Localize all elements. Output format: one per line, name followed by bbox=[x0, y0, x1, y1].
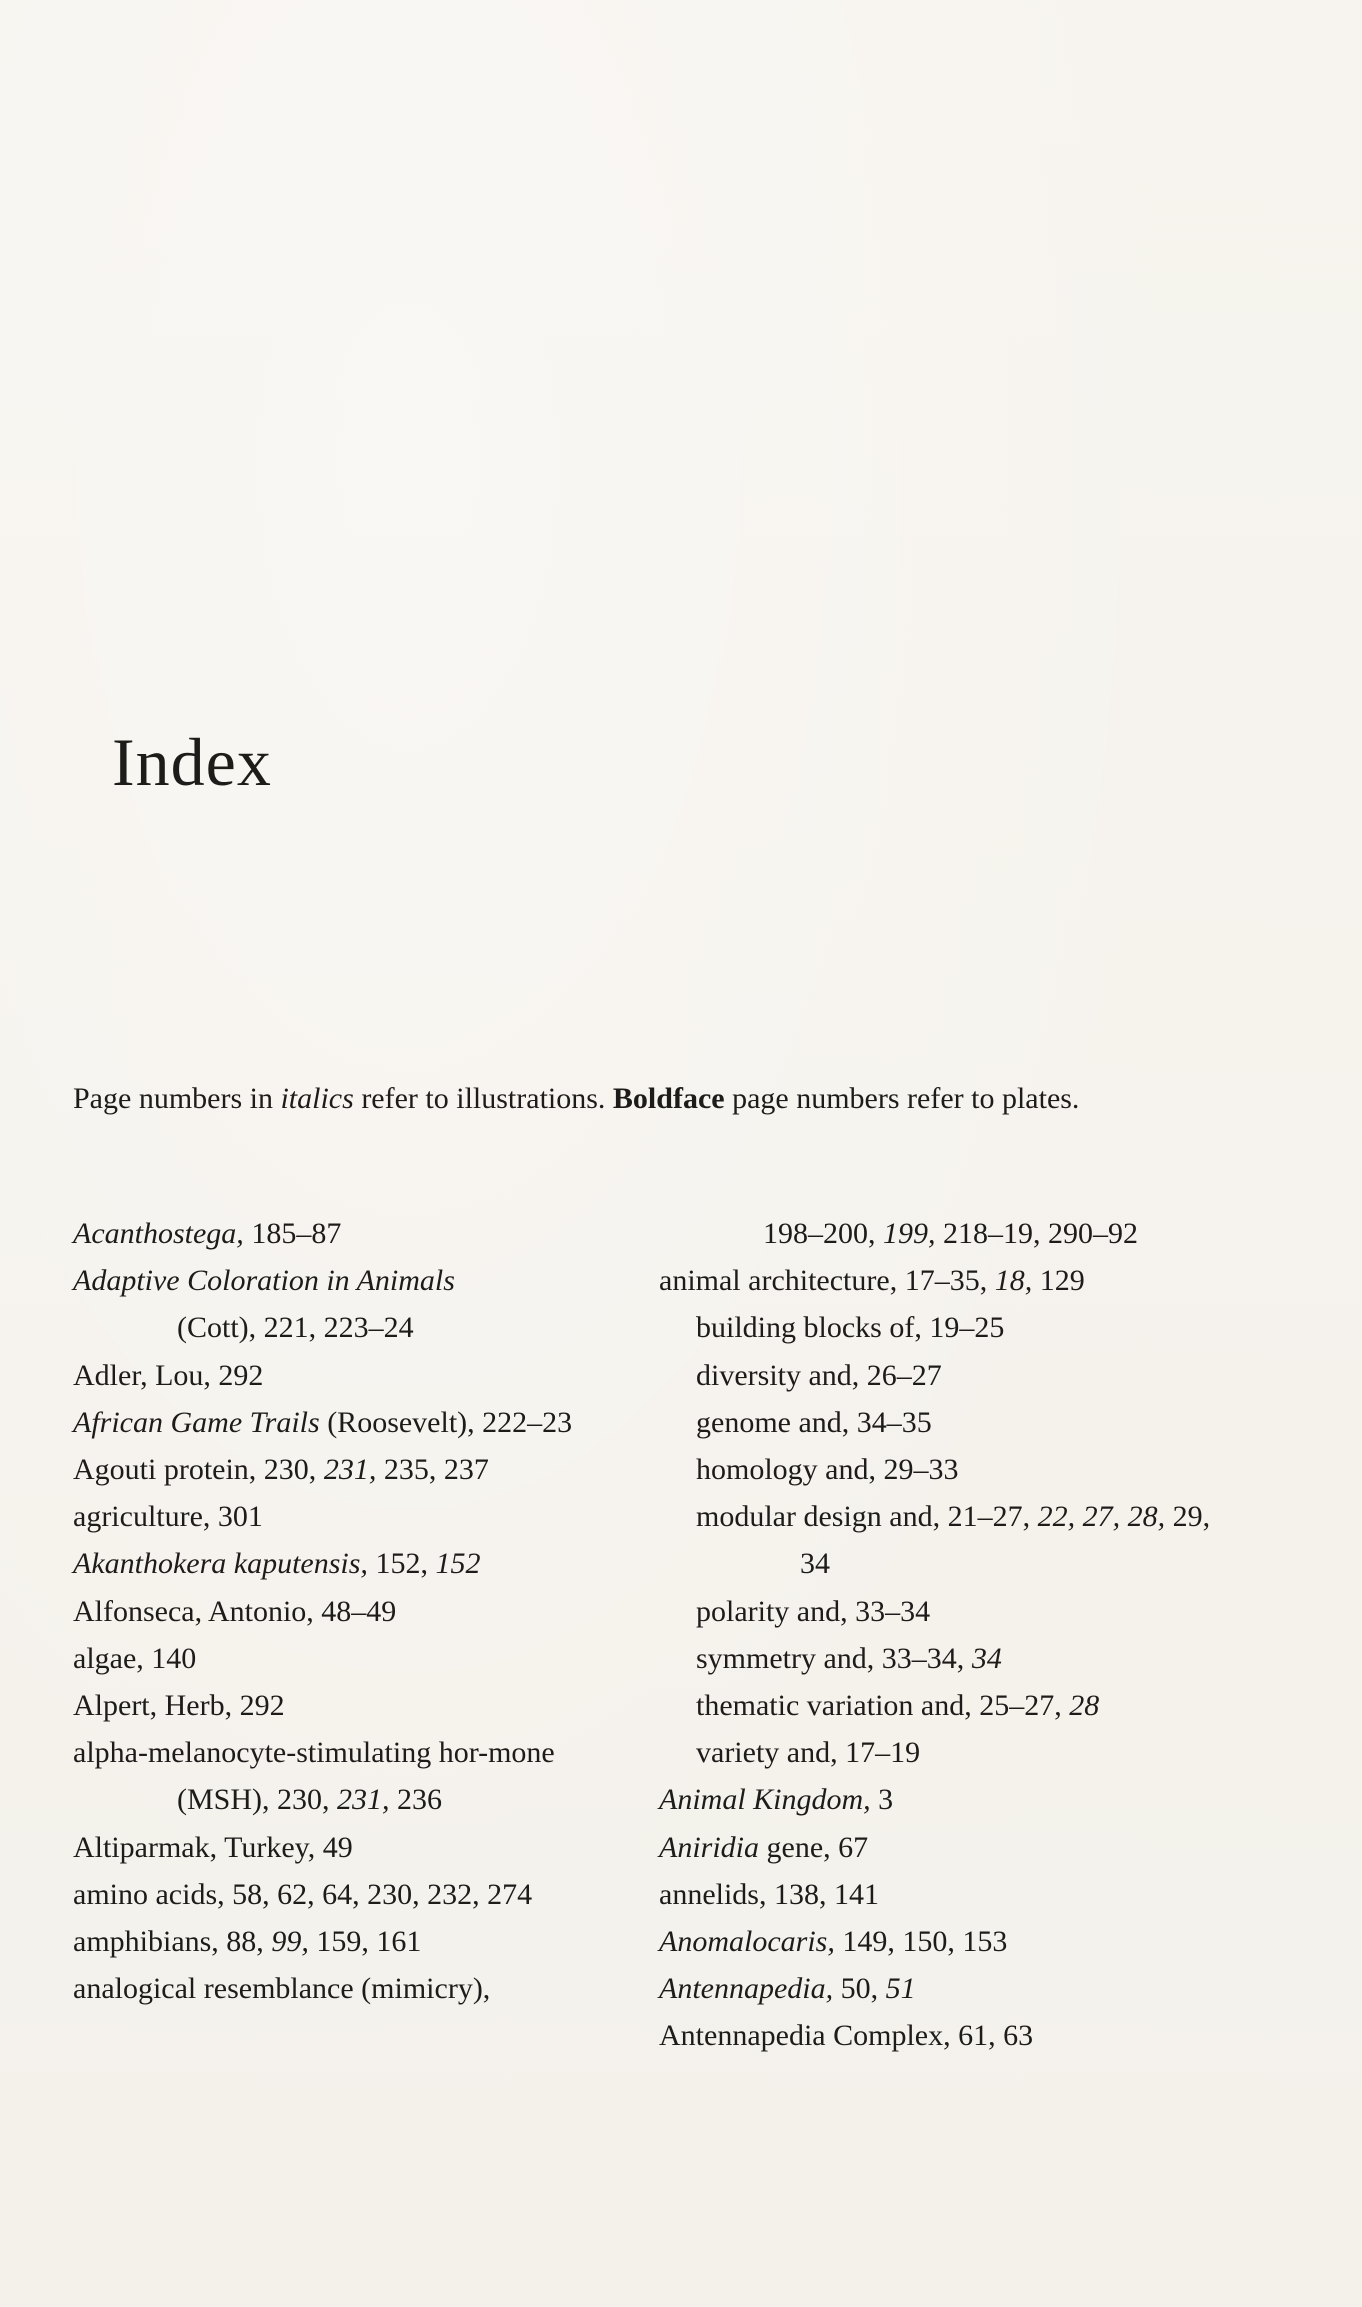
index-entry: analogical resemblance (mimicry), bbox=[73, 1972, 491, 2006]
index-subentry: genome and, 34–35 bbox=[696, 1405, 932, 1439]
index-entry: annelids, 138, 141 bbox=[659, 1877, 879, 1911]
index-entry: amino acids, 58, 62, 64, 230, 232, 274 bbox=[73, 1877, 533, 1911]
index-entry: Adler, Lou, 292 bbox=[73, 1358, 264, 1392]
index-entry-continuation: 198–200, 199, 218–19, 290–92 bbox=[763, 1217, 1138, 1250]
index-entry: Alfonseca, Antonio, 48–49 bbox=[73, 1594, 397, 1628]
index-entry: animal architecture, 17–35, 18, 129 bbox=[659, 1264, 1085, 1298]
index-entry: Animal Kingdom, 3 bbox=[659, 1783, 894, 1817]
index-entry: Antennapedia, 50, 51 bbox=[659, 1972, 916, 2006]
intro-text-2: refer to illustrations. bbox=[353, 1082, 613, 1115]
index-entry: alpha-melanocyte-stimulating hor-mone (MSH), 230, 231, 236 bbox=[73, 1736, 555, 1817]
index-column-left bbox=[73, 1210, 633, 2012]
index-subentry: polarity and, 33–34 bbox=[696, 1594, 931, 1628]
index-column-right bbox=[659, 1210, 1219, 2060]
index-entry: African Game Trails (Roosevelt), 222–23 bbox=[73, 1405, 573, 1439]
index-subentry: symmetry and, 33–34, 34 bbox=[696, 1641, 1002, 1675]
index-entry: Antennapedia Complex, 61, 63 bbox=[659, 2019, 1034, 2053]
index-entry: Adaptive Coloration in Animals (Cott), 221, 223–24 bbox=[73, 1264, 455, 1345]
intro-text-1: Page numbers in bbox=[73, 1082, 281, 1115]
index-entry: algae, 140 bbox=[73, 1641, 197, 1675]
index-entry: Agouti protein, 230, 231, 235, 237 bbox=[73, 1453, 489, 1487]
index-entry: amphibians, 88, 99, 159, 161 bbox=[73, 1925, 422, 1959]
index-subentry: modular design and, 21–27, 22, 27, 28, 29, 34 bbox=[696, 1500, 1211, 1581]
intro-italics-word: italics bbox=[280, 1082, 354, 1115]
index-entry: Altiparmak, Turkey, 49 bbox=[73, 1830, 353, 1864]
index-subentry: building blocks of, 19–25 bbox=[696, 1311, 1005, 1345]
index-subentry: diversity and, 26–27 bbox=[696, 1358, 942, 1392]
index-entry: Akanthokera kaputensis, 152, 152 bbox=[73, 1547, 481, 1581]
index-entry: Anomalocaris, 149, 150, 153 bbox=[659, 1925, 1008, 1959]
index-subentry: variety and, 17–19 bbox=[696, 1736, 921, 1770]
index-entry: agriculture, 301 bbox=[73, 1500, 263, 1534]
intro-text-3: page numbers refer to plates. bbox=[724, 1082, 1080, 1115]
index-intro-note bbox=[73, 1075, 1326, 1123]
page-title: Index bbox=[112, 724, 272, 800]
index-entry: Aniridia gene, 67 bbox=[659, 1830, 869, 1864]
intro-boldface-word: Boldface bbox=[612, 1082, 725, 1115]
index-entry: Acanthostega, 185–87 bbox=[73, 1217, 342, 1250]
index-subentry: homology and, 29–33 bbox=[696, 1453, 959, 1487]
index-entry: Alpert, Herb, 292 bbox=[73, 1689, 285, 1723]
index-subentry: thematic variation and, 25–27, 28 bbox=[696, 1689, 1100, 1723]
